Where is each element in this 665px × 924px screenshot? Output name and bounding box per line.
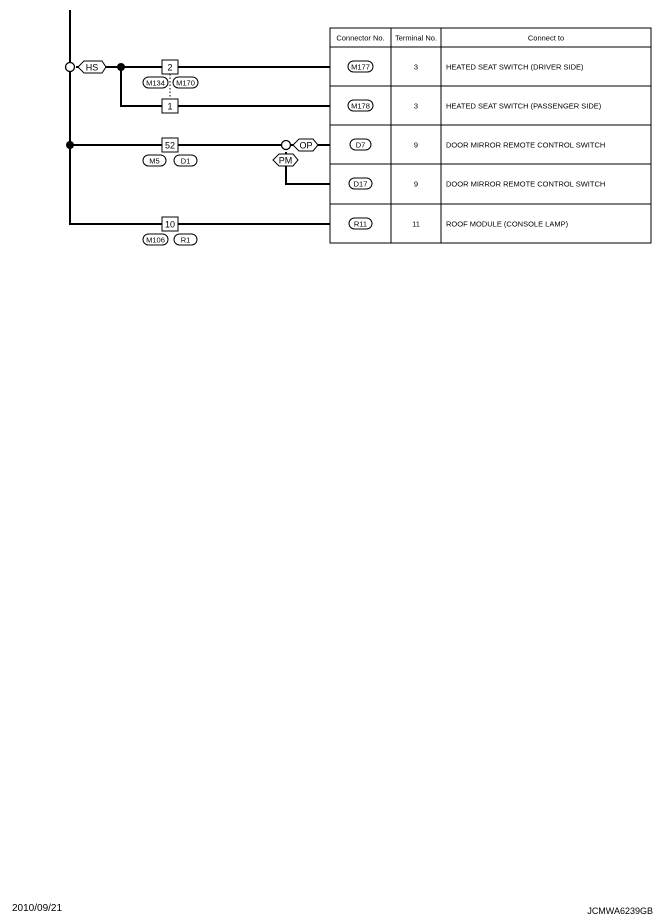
svg-text:1: 1 — [167, 101, 173, 112]
svg-text:10: 10 — [164, 219, 176, 230]
connector-tag-d1 — [174, 155, 197, 166]
connector-cell: M177 — [351, 62, 370, 72]
connector-pin-10 — [162, 217, 178, 231]
connector-cell: D17 — [353, 179, 368, 189]
connector-tag-m106 — [143, 234, 168, 245]
connect-to-cell: ROOF MODULE (CONSOLE LAMP) — [446, 219, 569, 229]
wiring-diagram — [0, 0, 665, 260]
connector-tag-m5 — [143, 155, 166, 166]
connect-to-cell: HEATED SEAT SWITCH (DRIVER SIDE) — [446, 62, 584, 72]
op-junction-dot — [66, 141, 74, 149]
svg-text:M134: M134 — [146, 78, 165, 88]
connect-to-cell: DOOR MIRROR REMOTE CONTROL SWITCH — [446, 140, 606, 150]
op-signal-tag — [293, 139, 318, 151]
svg-text:52: 52 — [164, 140, 176, 151]
connection-table — [330, 28, 651, 243]
terminal-cell: 3 — [413, 101, 419, 111]
svg-text:R1: R1 — [180, 235, 191, 245]
connect-to-cell: HEATED SEAT SWITCH (PASSENGER SIDE) — [446, 101, 602, 111]
connect-to-cell: DOOR MIRROR REMOTE CONTROL SWITCH — [446, 179, 606, 189]
terminal-cell: 3 — [413, 62, 419, 72]
header-connect-to: Connect to — [527, 33, 565, 43]
connector-tag-m134 — [143, 77, 168, 88]
connector-tag-r1 — [174, 234, 197, 245]
svg-text:M106: M106 — [146, 235, 165, 245]
hs-open-splice — [66, 63, 75, 72]
header-connector-no: Connector No. — [336, 33, 385, 43]
connector-cell: D7 — [355, 140, 366, 150]
svg-text:D1: D1 — [180, 156, 191, 166]
hs-junction-dot — [117, 63, 125, 71]
connector-cell: M178 — [351, 101, 370, 111]
svg-text:OP: OP — [299, 140, 313, 151]
hs-signal-tag — [78, 61, 106, 73]
svg-text:M170: M170 — [176, 78, 195, 88]
connector-pin-52 — [162, 138, 178, 152]
footer-date: 2010/09/21 — [12, 903, 63, 914]
connector-tag-m170 — [173, 77, 198, 88]
connector-cell: R11 — [353, 219, 368, 229]
svg-text:PM: PM — [278, 155, 293, 166]
terminal-cell: 9 — [413, 179, 419, 189]
svg-text:2: 2 — [167, 62, 173, 73]
op-open-splice — [282, 141, 291, 150]
header-terminal-no: Terminal No. — [394, 33, 438, 43]
svg-text:M5: M5 — [149, 156, 160, 166]
pm-signal-tag — [273, 154, 298, 166]
svg-text:HS: HS — [85, 62, 99, 73]
terminal-cell: 11 — [412, 219, 420, 229]
terminal-cell: 9 — [413, 140, 419, 150]
connector-pin-1 — [162, 99, 178, 113]
figure-code: JCMWA6239GB — [587, 906, 653, 916]
connector-pin-2 — [162, 60, 178, 74]
